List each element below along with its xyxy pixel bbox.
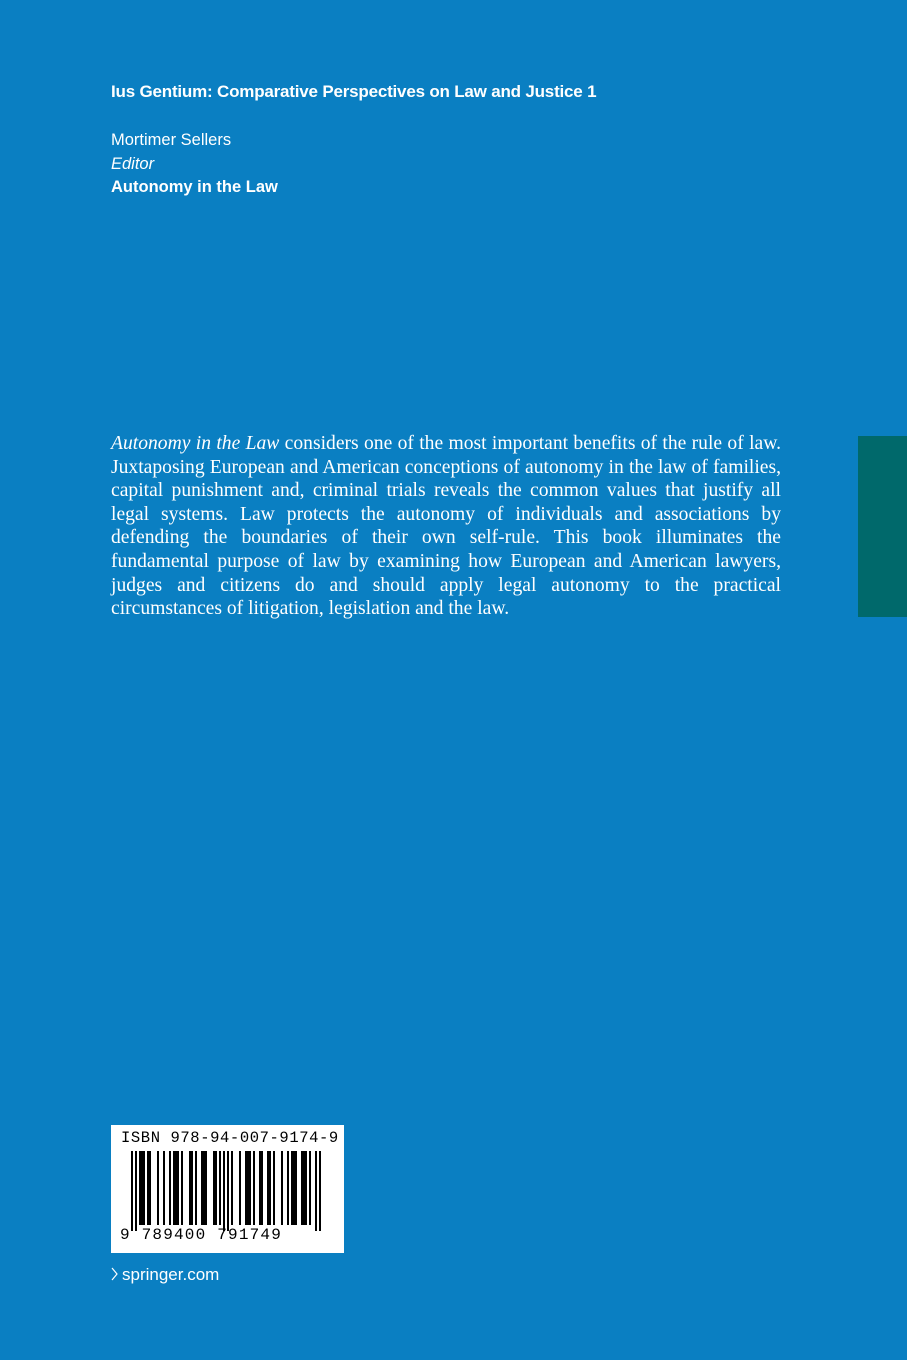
barcode-bar xyxy=(253,1151,255,1225)
barcode-bar xyxy=(231,1151,233,1225)
barcode-bar xyxy=(215,1151,217,1225)
side-color-tab xyxy=(858,436,907,617)
barcode-bar xyxy=(259,1151,261,1225)
barcode-bar xyxy=(135,1151,137,1231)
chevron-right-icon xyxy=(111,1267,119,1281)
barcode-bar xyxy=(201,1151,203,1225)
book-title: Autonomy in the Law xyxy=(111,178,278,196)
barcode-bar xyxy=(269,1151,271,1225)
barcode-bar xyxy=(295,1151,297,1225)
barcode-bar xyxy=(281,1151,283,1225)
series-title: Ius Gentium: Comparative Perspectives on Law and Justice 1 xyxy=(111,82,597,101)
barcode-bar xyxy=(203,1151,205,1225)
barcode-bar xyxy=(143,1151,145,1225)
barcode-bar xyxy=(319,1151,321,1231)
barcode-bar xyxy=(205,1151,207,1225)
barcode-bar xyxy=(175,1151,177,1225)
barcode-bar xyxy=(287,1151,289,1225)
barcode-bar xyxy=(131,1151,133,1231)
barcode-bar xyxy=(223,1151,225,1231)
barcode-bar xyxy=(189,1151,191,1225)
barcode-bar xyxy=(181,1151,183,1225)
barcode-bar xyxy=(245,1151,247,1225)
barcode-bar xyxy=(293,1151,295,1225)
barcode-bar xyxy=(301,1151,303,1225)
barcode-bar xyxy=(291,1151,293,1225)
barcode-bar xyxy=(227,1151,229,1231)
barcode-bar xyxy=(305,1151,307,1225)
editor-role: Editor xyxy=(111,154,155,173)
barcode-bar xyxy=(249,1151,251,1225)
barcode-bar xyxy=(219,1151,221,1225)
publisher-link[interactable] xyxy=(111,1265,219,1285)
barcode-bar xyxy=(303,1151,305,1225)
barcode-bar xyxy=(247,1151,249,1225)
barcode-bar xyxy=(163,1151,165,1225)
barcode-bar xyxy=(213,1151,215,1225)
barcode-bar xyxy=(315,1151,317,1231)
blurb-book-title: Autonomy in the Law xyxy=(111,433,280,454)
barcode-bar xyxy=(261,1151,263,1225)
barcode-bar xyxy=(173,1151,175,1225)
barcode-bar xyxy=(267,1151,269,1225)
editor-name: Mortimer Sellers xyxy=(111,131,232,149)
barcode-bar xyxy=(195,1151,197,1225)
ean-digits: 9 789400 791749 xyxy=(120,1226,283,1244)
barcode-bar xyxy=(169,1151,171,1225)
barcode-bar xyxy=(177,1151,179,1225)
barcode-bar xyxy=(157,1151,159,1225)
barcode-bar xyxy=(141,1151,143,1225)
blurb-text: considers one of the most important benefits of the rule of law. Juxtaposing European and American conceptions of autonomy in the law of families, capital punishment and, criminal trials reveals the common values that justify all legal systems. Law protects the autonomy of individuals and associations by defending the boundaries of their own self-rule. This book illuminates the fundamental purpose of law by examining how European and American lawyers, judges and citizens do and should apply legal autonomy to the practical circumstances of litigation, legislation and the law. xyxy=(111,433,781,620)
publisher-url: springer.com xyxy=(122,1265,220,1284)
barcode-bar xyxy=(191,1151,193,1225)
isbn-barcode xyxy=(111,1125,344,1253)
barcode-bar xyxy=(139,1151,141,1225)
barcode-bar xyxy=(309,1151,311,1225)
isbn-label: ISBN 978-94-007-9174-9 xyxy=(121,1129,339,1147)
barcode-bar xyxy=(239,1151,241,1225)
blurb-paragraph xyxy=(111,432,781,621)
editor-block xyxy=(111,129,278,200)
barcode-bar xyxy=(273,1151,275,1225)
barcode-bar xyxy=(149,1151,151,1225)
barcode-bar xyxy=(147,1151,149,1225)
